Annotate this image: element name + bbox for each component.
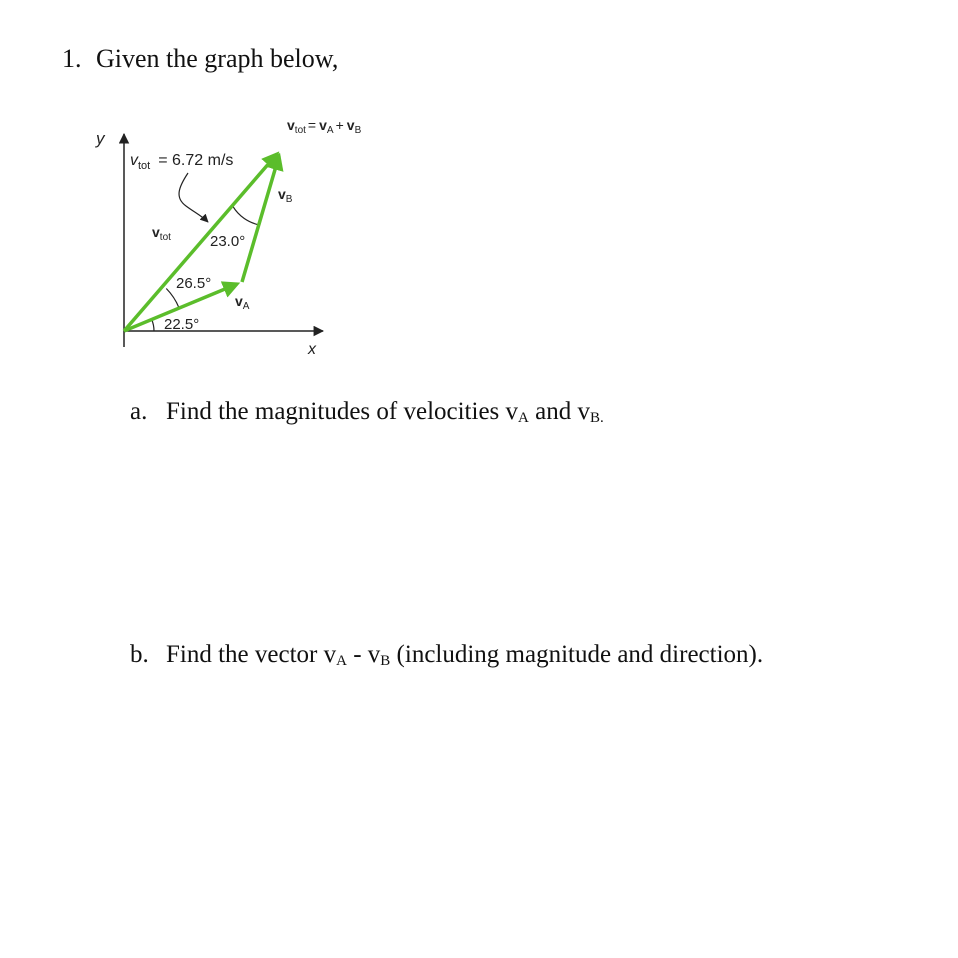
x-axis-label: x [308,341,316,358]
part-b [130,641,763,670]
vtot-label: $v_{tot}$ [152,224,171,243]
part-a-text: Find the magnitudes of velocities v [166,398,519,425]
vector-diagram [90,110,420,360]
part-a-sub-a: A [518,410,529,426]
part-b-text-end: (including magnitude and direction). [390,641,764,668]
vb-label: $v_B$ [278,186,293,205]
question-1 [62,44,338,74]
part-a-sub-b: B. [589,410,604,426]
part-a-label: a. [130,398,148,425]
va-label: $v_A$ [235,293,250,312]
question-number: 1. [62,44,82,73]
question-text: Given the graph below, [96,44,339,73]
leader-arrow [179,173,208,222]
part-b-label: b. [130,641,149,668]
part-b-sub-a: A [336,653,347,669]
y-axis-label: y [96,129,105,148]
part-a-text-mid: and v [528,398,590,425]
equation-label: $v_{tot} = v_A + v_B$ [287,117,362,136]
angle-label-23-0: 23.0° [210,233,246,250]
vtot-value-label: $v_{tot} = 6.72$ m/s [130,152,234,172]
angle-label-22-5: 22.5° [164,316,200,333]
part-b-text: Find the vector v [166,641,337,668]
angle-arc-23-0 [233,207,259,225]
part-b-sub-b: B [380,653,391,669]
angle-label-26-5: 26.5° [176,275,212,292]
part-b-text-mid: - v [346,641,381,668]
part-a [130,398,604,427]
